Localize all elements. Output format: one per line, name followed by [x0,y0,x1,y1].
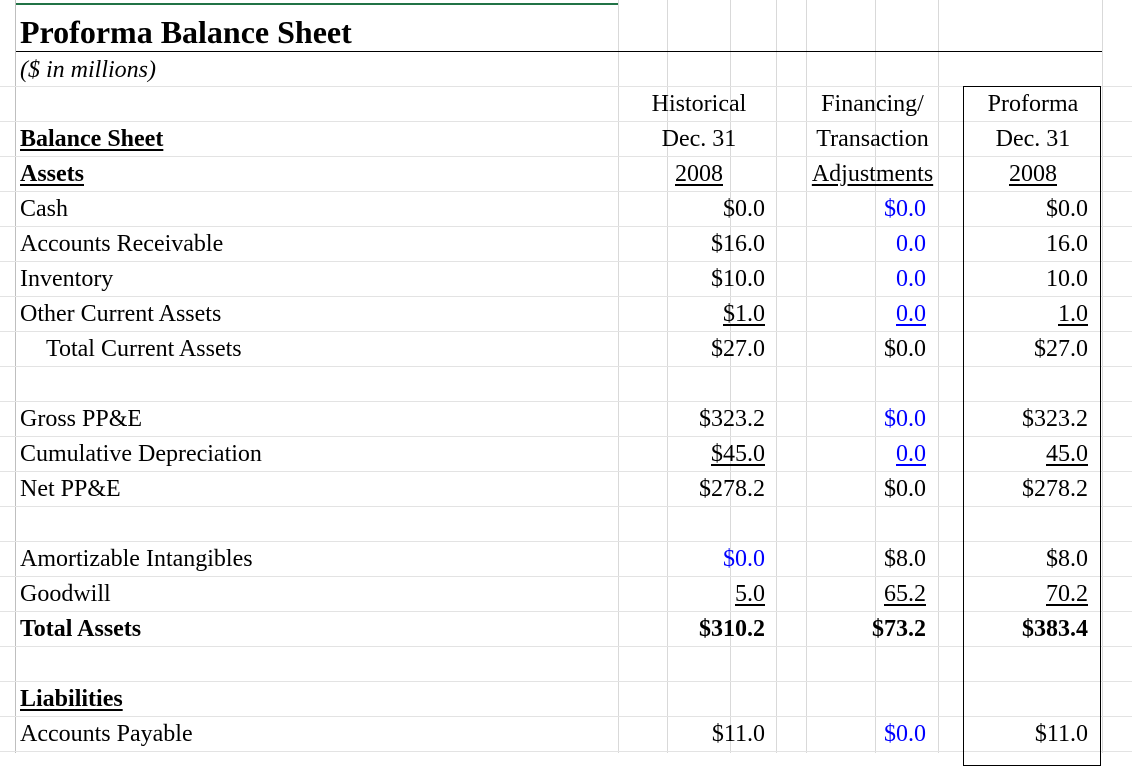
goodwill-proforma[interactable]: 70.2 [1046,581,1088,607]
inventory-proforma[interactable]: 10.0 [1046,266,1088,292]
amortizable-intangibles-adjustment[interactable]: $8.0 [884,546,926,572]
adjustments-header-line3[interactable]: Adjustments [811,161,934,187]
proforma-header-line2[interactable]: Dec. 31 [995,126,1071,152]
total-current-assets-adjustment[interactable]: $0.0 [884,336,926,362]
amortizable-intangibles-proforma[interactable]: $8.0 [1046,546,1088,572]
accounts-payable-proforma[interactable]: $11.0 [1034,721,1088,747]
gridline [1102,0,1103,753]
accounts-receivable-proforma[interactable]: 16.0 [1046,231,1088,257]
net-ppe-adjustment[interactable]: $0.0 [884,476,926,502]
cash-adjustment[interactable]: $0.0 [884,196,926,222]
other-current-assets-adjustment[interactable]: 0.0 [896,301,926,327]
adjustments-header-line2[interactable]: Transaction [816,126,929,152]
total-current-assets-proforma[interactable]: $27.0 [1034,336,1088,362]
total-assets-historical[interactable]: $310.2 [699,616,765,642]
row-label-total-assets[interactable]: Total Assets [20,616,142,642]
active-cell-border [16,3,618,5]
accounts-receivable-adjustment[interactable]: 0.0 [896,231,926,257]
net-ppe-historical[interactable]: $278.2 [699,476,765,502]
total-assets-proforma[interactable]: $383.4 [1022,616,1088,642]
historical-header-line1[interactable]: Historical [651,91,747,117]
liabilities-label[interactable]: Liabilities [20,686,123,712]
row-label-amortizable-intangibles[interactable]: Amortizable Intangibles [20,546,253,572]
gross-ppe-proforma[interactable]: $323.2 [1022,406,1088,432]
units-subtitle[interactable]: ($ in millions) [20,57,156,83]
proforma-header-line1[interactable]: Proforma [987,91,1079,117]
row-label-other-current-assets[interactable]: Other Current Assets [20,301,222,327]
amortizable-intangibles-historical[interactable]: $0.0 [723,546,765,572]
cash-historical[interactable]: $0.0 [723,196,765,222]
cumulative-depreciation-proforma[interactable]: 45.0 [1046,441,1088,467]
row-label-cumulative-depreciation[interactable]: Cumulative Depreciation [20,441,262,467]
row-label-accounts-payable[interactable]: Accounts Payable [20,721,193,747]
assets-label[interactable]: Assets [20,161,84,187]
row-label-gross-ppe[interactable]: Gross PP&E [20,406,143,432]
accounts-payable-adjustment[interactable]: $0.0 [884,721,926,747]
goodwill-adjustment[interactable]: 65.2 [884,581,926,607]
proforma-header-line3[interactable]: 2008 [1009,161,1057,187]
cumulative-depreciation-historical[interactable]: $45.0 [711,441,765,467]
gross-ppe-adjustment[interactable]: $0.0 [884,406,926,432]
other-current-assets-proforma[interactable]: 1.0 [1058,301,1088,327]
row-label-net-ppe[interactable]: Net PP&E [20,476,121,502]
sheet-title[interactable]: Proforma Balance Sheet [20,14,352,50]
balance-sheet-label[interactable]: Balance Sheet [20,126,164,152]
row-label-cash[interactable]: Cash [20,196,68,222]
total-current-assets-historical[interactable]: $27.0 [711,336,765,362]
row-label-inventory[interactable]: Inventory [20,266,114,292]
gross-ppe-historical[interactable]: $323.2 [699,406,765,432]
accounts-receivable-historical[interactable]: $16.0 [711,231,765,257]
historical-header-line3[interactable]: 2008 [675,161,723,187]
accounts-payable-historical[interactable]: $11.0 [711,721,765,747]
goodwill-historical[interactable]: 5.0 [735,581,765,607]
inventory-historical[interactable]: $10.0 [711,266,765,292]
total-assets-adjustment[interactable]: $73.2 [872,616,926,642]
adjustments-header-line1[interactable]: Financing/ [821,91,924,117]
row-label-goodwill[interactable]: Goodwill [20,581,111,607]
cumulative-depreciation-adjustment[interactable]: 0.0 [896,441,926,467]
row-header-edge [15,0,16,753]
row-label-accounts-receivable[interactable]: Accounts Receivable [20,231,224,257]
row-label-total-current-assets[interactable]: Total Current Assets [46,336,242,362]
other-current-assets-historical[interactable]: $1.0 [723,301,765,327]
historical-header-line2[interactable]: Dec. 31 [661,126,737,152]
inventory-adjustment[interactable]: 0.0 [896,266,926,292]
cash-proforma[interactable]: $0.0 [1046,196,1088,222]
net-ppe-proforma[interactable]: $278.2 [1022,476,1088,502]
